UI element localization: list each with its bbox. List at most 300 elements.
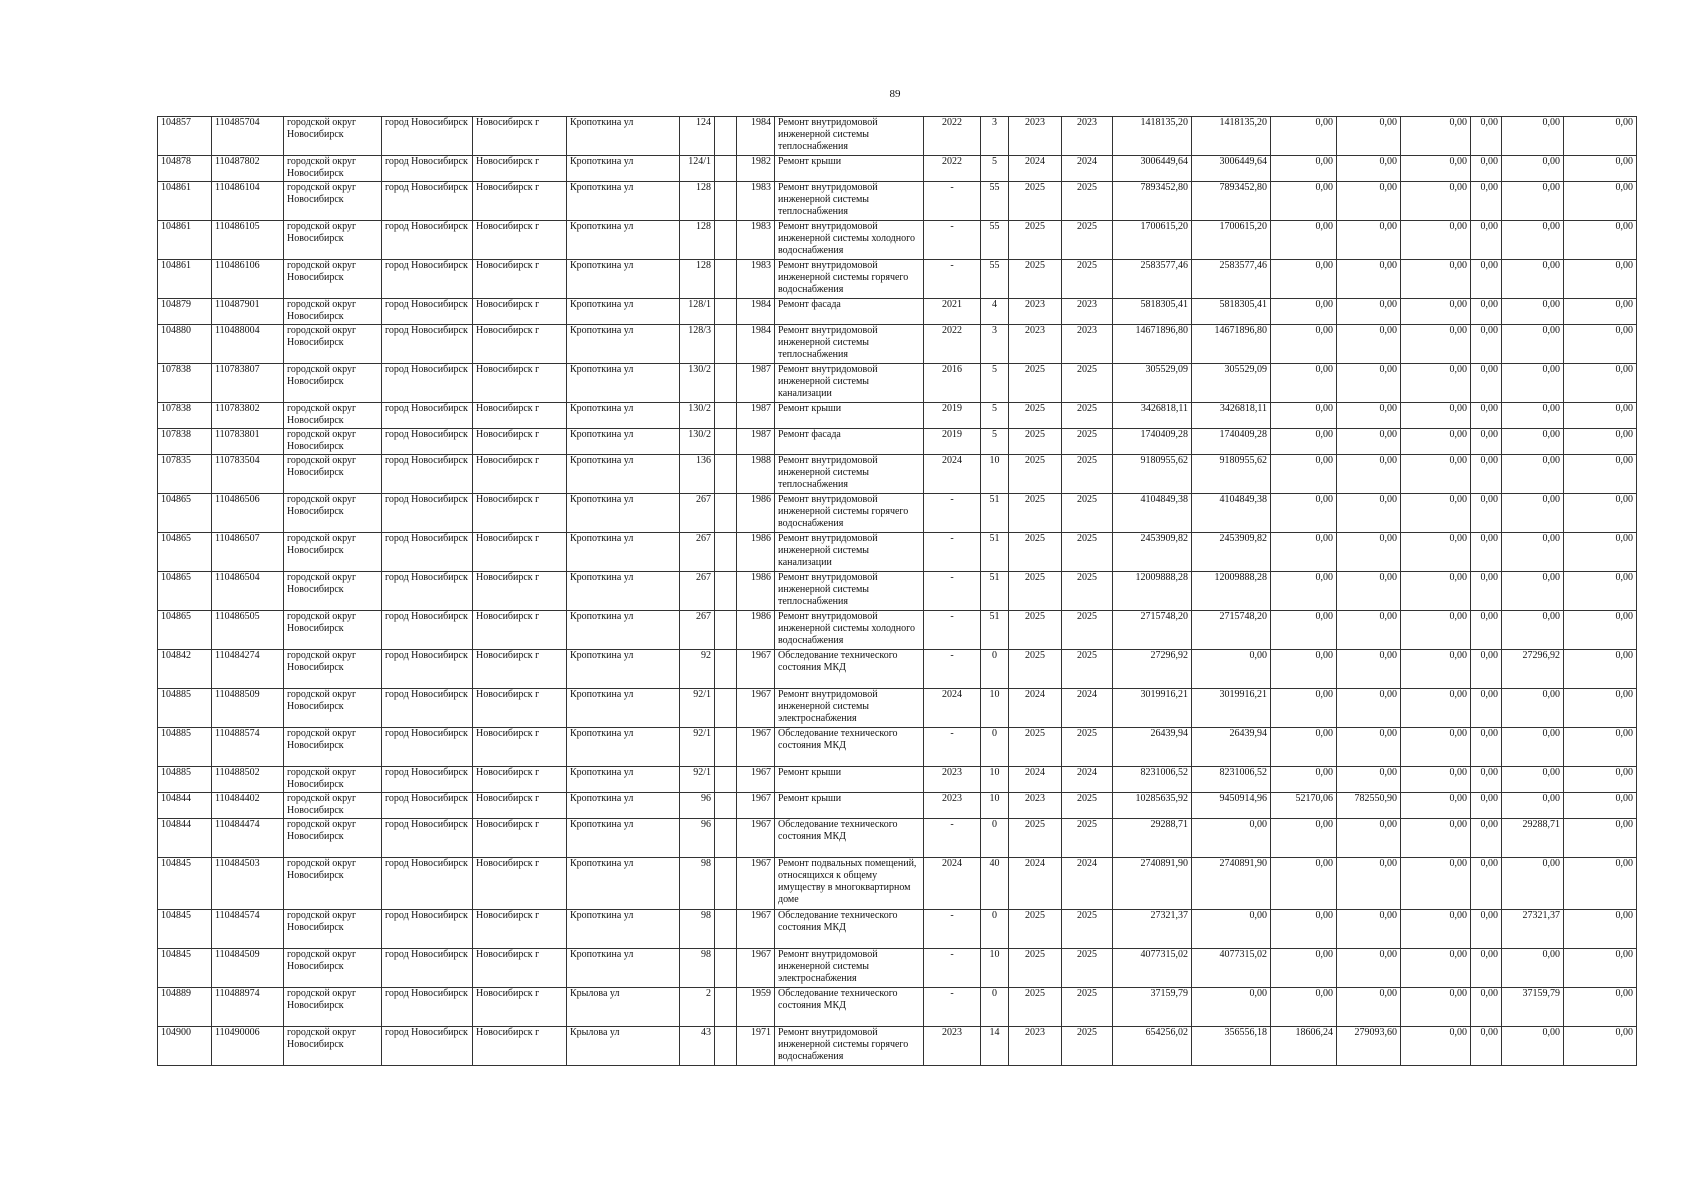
cell-street: Кропоткина ул — [567, 429, 680, 455]
cell-work-type: Ремонт внутридомовой инженерной системы теплоснабжения — [775, 455, 924, 494]
cell-total-cost: 37159,79 — [1113, 988, 1192, 1027]
cell-wear-percent: 10 — [981, 455, 1009, 494]
cell-budget-cost: 0,00 — [1337, 364, 1401, 403]
cell-plan-year-start: 2023 — [1009, 117, 1062, 156]
cell-street: Кропоткина ул — [567, 364, 680, 403]
cell-reserve-cost: 0,00 — [1564, 364, 1637, 403]
cell-last-repair-year: - — [924, 910, 981, 949]
cell-house-number: 2 — [680, 988, 715, 1027]
cell-wear-percent: 51 — [981, 533, 1009, 572]
cell-work-id: 110783801 — [212, 429, 284, 455]
cell-locality: Новосибирск г — [473, 819, 567, 858]
cell-last-repair-year: 2021 — [924, 299, 981, 325]
cell-settlement: город Новосибирск — [382, 819, 473, 858]
cell-building-letter — [715, 494, 737, 533]
cell-house-id: 104861 — [158, 260, 212, 299]
cell-owners-cost: 0,00 — [1271, 455, 1337, 494]
cell-plan-year-start: 2025 — [1009, 650, 1062, 689]
cell-municipal-district: городской округ Новосибирск — [284, 819, 382, 858]
cell-house-number: 128/1 — [680, 299, 715, 325]
cell-municipal-district: городской округ Новосибирск — [284, 988, 382, 1027]
cell-wear-percent: 0 — [981, 728, 1009, 767]
cell-last-repair-year: - — [924, 221, 981, 260]
cell-wear-percent: 4 — [981, 299, 1009, 325]
cell-last-repair-year: - — [924, 988, 981, 1027]
cell-fund-cost: 1700615,20 — [1192, 221, 1271, 260]
cell-last-repair-year: 2022 — [924, 156, 981, 182]
cell-year-built: 1987 — [737, 364, 775, 403]
cell-plan-year-start: 2023 — [1009, 299, 1062, 325]
cell-work-id: 110484402 — [212, 793, 284, 819]
cell-total-cost: 9180955,62 — [1113, 455, 1192, 494]
cell-local-budget-cost: 0,00 — [1401, 988, 1471, 1027]
cell-year-built: 1986 — [737, 611, 775, 650]
cell-work-id: 110484509 — [212, 949, 284, 988]
cell-fund-cost: 356556,18 — [1192, 1027, 1271, 1066]
cell-reserve-cost: 0,00 — [1564, 455, 1637, 494]
cell-total-cost: 29288,71 — [1113, 819, 1192, 858]
cell-house-number: 130/2 — [680, 429, 715, 455]
cell-work-id: 110490006 — [212, 1027, 284, 1066]
table-row — [158, 533, 1637, 572]
cell-survey-cost: 27296,92 — [1502, 650, 1564, 689]
cell-owners-cost: 0,00 — [1271, 728, 1337, 767]
cell-total-cost: 1700615,20 — [1113, 221, 1192, 260]
cell-survey-cost: 0,00 — [1502, 572, 1564, 611]
table-row — [158, 611, 1637, 650]
cell-house-id: 107838 — [158, 364, 212, 403]
cell-fund-cost: 3019916,21 — [1192, 689, 1271, 728]
cell-other-cost: 0,00 — [1471, 533, 1502, 572]
cell-other-cost: 0,00 — [1471, 858, 1502, 910]
cell-survey-cost: 0,00 — [1502, 689, 1564, 728]
cell-municipal-district: городской округ Новосибирск — [284, 689, 382, 728]
cell-building-letter — [715, 260, 737, 299]
cell-work-type: Обследование технического состояния МКД — [775, 728, 924, 767]
cell-budget-cost: 0,00 — [1337, 910, 1401, 949]
cell-work-type: Ремонт внутридомовой инженерной системы горячего водоснабжения — [775, 494, 924, 533]
cell-other-cost: 0,00 — [1471, 1027, 1502, 1066]
cell-other-cost: 0,00 — [1471, 455, 1502, 494]
cell-local-budget-cost: 0,00 — [1401, 455, 1471, 494]
cell-fund-cost: 7893452,80 — [1192, 182, 1271, 221]
cell-last-repair-year: 2023 — [924, 767, 981, 793]
cell-local-budget-cost: 0,00 — [1401, 611, 1471, 650]
cell-building-letter — [715, 728, 737, 767]
cell-local-budget-cost: 0,00 — [1401, 403, 1471, 429]
cell-building-letter — [715, 364, 737, 403]
cell-owners-cost: 0,00 — [1271, 429, 1337, 455]
table-row — [158, 429, 1637, 455]
cell-building-letter — [715, 403, 737, 429]
cell-other-cost: 0,00 — [1471, 572, 1502, 611]
cell-municipal-district: городской округ Новосибирск — [284, 260, 382, 299]
cell-house-number: 124/1 — [680, 156, 715, 182]
cell-plan-year-end: 2025 — [1062, 910, 1113, 949]
cell-building-letter — [715, 325, 737, 364]
cell-plan-year-end: 2024 — [1062, 689, 1113, 728]
cell-house-id: 104885 — [158, 728, 212, 767]
cell-house-number: 267 — [680, 533, 715, 572]
cell-owners-cost: 0,00 — [1271, 767, 1337, 793]
cell-other-cost: 0,00 — [1471, 910, 1502, 949]
cell-other-cost: 0,00 — [1471, 429, 1502, 455]
table-row — [158, 182, 1637, 221]
cell-local-budget-cost: 0,00 — [1401, 299, 1471, 325]
cell-year-built: 1986 — [737, 572, 775, 611]
cell-year-built: 1984 — [737, 325, 775, 364]
cell-reserve-cost: 0,00 — [1564, 910, 1637, 949]
cell-last-repair-year: 2022 — [924, 325, 981, 364]
cell-municipal-district: городской округ Новосибирск — [284, 429, 382, 455]
cell-house-number: 124 — [680, 117, 715, 156]
cell-fund-cost: 14671896,80 — [1192, 325, 1271, 364]
cell-other-cost: 0,00 — [1471, 325, 1502, 364]
cell-last-repair-year: - — [924, 949, 981, 988]
cell-reserve-cost: 0,00 — [1564, 793, 1637, 819]
cell-settlement: город Новосибирск — [382, 403, 473, 429]
cell-municipal-district: городской округ Новосибирск — [284, 572, 382, 611]
cell-settlement: город Новосибирск — [382, 221, 473, 260]
cell-settlement: город Новосибирск — [382, 533, 473, 572]
cell-work-type: Ремонт фасада — [775, 429, 924, 455]
cell-locality: Новосибирск г — [473, 949, 567, 988]
cell-work-type: Ремонт крыши — [775, 767, 924, 793]
cell-house-number: 92/1 — [680, 689, 715, 728]
cell-reserve-cost: 0,00 — [1564, 949, 1637, 988]
cell-house-id: 104861 — [158, 221, 212, 260]
cell-locality: Новосибирск г — [473, 455, 567, 494]
cell-local-budget-cost: 0,00 — [1401, 819, 1471, 858]
cell-budget-cost: 279093,60 — [1337, 1027, 1401, 1066]
cell-work-id: 110485704 — [212, 117, 284, 156]
cell-fund-cost: 0,00 — [1192, 650, 1271, 689]
cell-other-cost: 0,00 — [1471, 988, 1502, 1027]
cell-total-cost: 3006449,64 — [1113, 156, 1192, 182]
cell-work-id: 110486505 — [212, 611, 284, 650]
cell-plan-year-start: 2025 — [1009, 429, 1062, 455]
cell-work-type: Обследование технического состояния МКД — [775, 988, 924, 1027]
cell-owners-cost: 0,00 — [1271, 533, 1337, 572]
cell-reserve-cost: 0,00 — [1564, 299, 1637, 325]
cell-wear-percent: 10 — [981, 793, 1009, 819]
cell-local-budget-cost: 0,00 — [1401, 325, 1471, 364]
cell-last-repair-year: 2024 — [924, 455, 981, 494]
cell-last-repair-year: 2023 — [924, 793, 981, 819]
cell-wear-percent: 10 — [981, 767, 1009, 793]
cell-plan-year-end: 2023 — [1062, 325, 1113, 364]
cell-locality: Новосибирск г — [473, 260, 567, 299]
cell-last-repair-year: - — [924, 650, 981, 689]
cell-year-built: 1984 — [737, 299, 775, 325]
cell-locality: Новосибирск г — [473, 117, 567, 156]
cell-total-cost: 27296,92 — [1113, 650, 1192, 689]
cell-survey-cost: 27321,37 — [1502, 910, 1564, 949]
cell-plan-year-end: 2025 — [1062, 533, 1113, 572]
cell-year-built: 1987 — [737, 403, 775, 429]
cell-plan-year-end: 2025 — [1062, 611, 1113, 650]
cell-owners-cost: 0,00 — [1271, 156, 1337, 182]
table-row — [158, 572, 1637, 611]
cell-budget-cost: 0,00 — [1337, 949, 1401, 988]
cell-budget-cost: 0,00 — [1337, 819, 1401, 858]
cell-reserve-cost: 0,00 — [1564, 689, 1637, 728]
cell-reserve-cost: 0,00 — [1564, 494, 1637, 533]
cell-owners-cost: 0,00 — [1271, 117, 1337, 156]
cell-wear-percent: 3 — [981, 325, 1009, 364]
cell-house-number: 98 — [680, 910, 715, 949]
cell-reserve-cost: 0,00 — [1564, 156, 1637, 182]
cell-total-cost: 10285635,92 — [1113, 793, 1192, 819]
cell-wear-percent: 5 — [981, 364, 1009, 403]
cell-work-id: 110783802 — [212, 403, 284, 429]
table-row — [158, 325, 1637, 364]
cell-municipal-district: городской округ Новосибирск — [284, 455, 382, 494]
cell-last-repair-year: 2023 — [924, 1027, 981, 1066]
cell-other-cost: 0,00 — [1471, 949, 1502, 988]
cell-owners-cost: 0,00 — [1271, 494, 1337, 533]
cell-locality: Новосибирск г — [473, 533, 567, 572]
cell-reserve-cost: 0,00 — [1564, 650, 1637, 689]
cell-settlement: город Новосибирск — [382, 611, 473, 650]
cell-street: Кропоткина ул — [567, 182, 680, 221]
cell-year-built: 1967 — [737, 910, 775, 949]
cell-municipal-district: городской округ Новосибирск — [284, 325, 382, 364]
cell-house-id: 104844 — [158, 819, 212, 858]
cell-building-letter — [715, 650, 737, 689]
cell-building-letter — [715, 572, 737, 611]
table-row — [158, 455, 1637, 494]
cell-locality: Новосибирск г — [473, 858, 567, 910]
cell-settlement: город Новосибирск — [382, 325, 473, 364]
cell-year-built: 1987 — [737, 429, 775, 455]
cell-plan-year-start: 2024 — [1009, 858, 1062, 910]
cell-reserve-cost: 0,00 — [1564, 221, 1637, 260]
cell-total-cost: 7893452,80 — [1113, 182, 1192, 221]
table-row — [158, 819, 1637, 858]
cell-locality: Новосибирск г — [473, 364, 567, 403]
cell-fund-cost: 1740409,28 — [1192, 429, 1271, 455]
cell-fund-cost: 8231006,52 — [1192, 767, 1271, 793]
cell-other-cost: 0,00 — [1471, 611, 1502, 650]
cell-reserve-cost: 0,00 — [1564, 260, 1637, 299]
cell-street: Кропоткина ул — [567, 611, 680, 650]
cell-work-type: Ремонт внутридомовой инженерной системы теплоснабжения — [775, 117, 924, 156]
cell-municipal-district: городской округ Новосибирск — [284, 221, 382, 260]
cell-settlement: город Новосибирск — [382, 429, 473, 455]
cell-settlement: город Новосибирск — [382, 858, 473, 910]
cell-work-id: 110487802 — [212, 156, 284, 182]
cell-budget-cost: 0,00 — [1337, 767, 1401, 793]
cell-year-built: 1967 — [737, 858, 775, 910]
cell-plan-year-start: 2025 — [1009, 728, 1062, 767]
cell-other-cost: 0,00 — [1471, 767, 1502, 793]
cell-total-cost: 2583577,46 — [1113, 260, 1192, 299]
cell-budget-cost: 0,00 — [1337, 429, 1401, 455]
cell-work-id: 110488574 — [212, 728, 284, 767]
cell-work-type: Обследование технического состояния МКД — [775, 910, 924, 949]
cell-municipal-district: городской округ Новосибирск — [284, 533, 382, 572]
cell-plan-year-end: 2025 — [1062, 260, 1113, 299]
cell-house-id: 104900 — [158, 1027, 212, 1066]
cell-total-cost: 1418135,20 — [1113, 117, 1192, 156]
cell-other-cost: 0,00 — [1471, 299, 1502, 325]
cell-survey-cost: 0,00 — [1502, 858, 1564, 910]
cell-reserve-cost: 0,00 — [1564, 533, 1637, 572]
cell-locality: Новосибирск г — [473, 689, 567, 728]
cell-survey-cost: 0,00 — [1502, 728, 1564, 767]
cell-owners-cost: 0,00 — [1271, 182, 1337, 221]
cell-settlement: город Новосибирск — [382, 572, 473, 611]
cell-local-budget-cost: 0,00 — [1401, 117, 1471, 156]
cell-house-number: 128 — [680, 260, 715, 299]
cell-fund-cost: 1418135,20 — [1192, 117, 1271, 156]
cell-work-type: Ремонт крыши — [775, 403, 924, 429]
cell-street: Кропоткина ул — [567, 767, 680, 793]
cell-other-cost: 0,00 — [1471, 819, 1502, 858]
cell-owners-cost: 18606,24 — [1271, 1027, 1337, 1066]
cell-total-cost: 4104849,38 — [1113, 494, 1192, 533]
cell-local-budget-cost: 0,00 — [1401, 221, 1471, 260]
cell-building-letter — [715, 533, 737, 572]
cell-last-repair-year: - — [924, 572, 981, 611]
cell-budget-cost: 782550,90 — [1337, 793, 1401, 819]
cell-total-cost: 14671896,80 — [1113, 325, 1192, 364]
cell-survey-cost: 0,00 — [1502, 325, 1564, 364]
cell-settlement: город Новосибирск — [382, 182, 473, 221]
cell-year-built: 1967 — [737, 793, 775, 819]
table-row — [158, 793, 1637, 819]
cell-budget-cost: 0,00 — [1337, 533, 1401, 572]
cell-municipal-district: городской округ Новосибирск — [284, 299, 382, 325]
cell-street: Крылова ул — [567, 988, 680, 1027]
cell-wear-percent: 5 — [981, 403, 1009, 429]
cell-street: Кропоткина ул — [567, 689, 680, 728]
cell-plan-year-end: 2024 — [1062, 156, 1113, 182]
cell-local-budget-cost: 0,00 — [1401, 689, 1471, 728]
cell-house-id: 104842 — [158, 650, 212, 689]
cell-plan-year-start: 2025 — [1009, 364, 1062, 403]
cell-house-id: 104844 — [158, 793, 212, 819]
cell-work-id: 110486104 — [212, 182, 284, 221]
cell-work-type: Ремонт внутридомовой инженерной системы теплоснабжения — [775, 182, 924, 221]
cell-settlement: город Новосибирск — [382, 689, 473, 728]
cell-budget-cost: 0,00 — [1337, 156, 1401, 182]
cell-owners-cost: 0,00 — [1271, 611, 1337, 650]
cell-municipal-district: городской округ Новосибирск — [284, 403, 382, 429]
cell-municipal-district: городской округ Новосибирск — [284, 611, 382, 650]
cell-last-repair-year: - — [924, 533, 981, 572]
table-row — [158, 1027, 1637, 1066]
cell-municipal-district: городской округ Новосибирск — [284, 767, 382, 793]
cell-last-repair-year: 2024 — [924, 689, 981, 728]
cell-survey-cost: 0,00 — [1502, 455, 1564, 494]
cell-work-type: Ремонт внутридомовой инженерной системы канализации — [775, 364, 924, 403]
cell-fund-cost: 3426818,11 — [1192, 403, 1271, 429]
cell-building-letter — [715, 910, 737, 949]
cell-year-built: 1959 — [737, 988, 775, 1027]
cell-plan-year-end: 2025 — [1062, 650, 1113, 689]
cell-house-id: 104845 — [158, 949, 212, 988]
cell-total-cost: 305529,09 — [1113, 364, 1192, 403]
cell-reserve-cost: 0,00 — [1564, 819, 1637, 858]
cell-settlement: город Новосибирск — [382, 117, 473, 156]
cell-total-cost: 2715748,20 — [1113, 611, 1192, 650]
cell-local-budget-cost: 0,00 — [1401, 910, 1471, 949]
cell-budget-cost: 0,00 — [1337, 858, 1401, 910]
cell-house-id: 104885 — [158, 689, 212, 728]
cell-local-budget-cost: 0,00 — [1401, 429, 1471, 455]
cell-wear-percent: 10 — [981, 689, 1009, 728]
cell-building-letter — [715, 156, 737, 182]
cell-reserve-cost: 0,00 — [1564, 611, 1637, 650]
cell-plan-year-end: 2025 — [1062, 221, 1113, 260]
cell-wear-percent: 55 — [981, 221, 1009, 260]
cell-house-number: 128/3 — [680, 325, 715, 364]
cell-work-type: Ремонт подвальных помещений, относящихся к общему имуществу в многоквартирном доме — [775, 858, 924, 910]
cell-building-letter — [715, 793, 737, 819]
cell-total-cost: 1740409,28 — [1113, 429, 1192, 455]
cell-building-letter — [715, 221, 737, 260]
cell-year-built: 1967 — [737, 949, 775, 988]
cell-other-cost: 0,00 — [1471, 182, 1502, 221]
cell-owners-cost: 0,00 — [1271, 572, 1337, 611]
cell-house-id: 104885 — [158, 767, 212, 793]
cell-year-built: 1986 — [737, 494, 775, 533]
cell-building-letter — [715, 949, 737, 988]
cell-building-letter — [715, 689, 737, 728]
cell-wear-percent: 5 — [981, 429, 1009, 455]
cell-local-budget-cost: 0,00 — [1401, 260, 1471, 299]
cell-survey-cost: 0,00 — [1502, 429, 1564, 455]
cell-house-id: 104857 — [158, 117, 212, 156]
cell-survey-cost: 0,00 — [1502, 494, 1564, 533]
cell-survey-cost: 0,00 — [1502, 793, 1564, 819]
cell-work-id: 110488502 — [212, 767, 284, 793]
cell-work-type: Ремонт внутридомовой инженерной системы холодного водоснабжения — [775, 611, 924, 650]
cell-reserve-cost: 0,00 — [1564, 325, 1637, 364]
cell-plan-year-end: 2025 — [1062, 949, 1113, 988]
cell-work-id: 110484474 — [212, 819, 284, 858]
cell-survey-cost: 0,00 — [1502, 299, 1564, 325]
cell-owners-cost: 0,00 — [1271, 819, 1337, 858]
cell-other-cost: 0,00 — [1471, 221, 1502, 260]
cell-house-id: 104880 — [158, 325, 212, 364]
table-row — [158, 650, 1637, 689]
cell-fund-cost: 12009888,28 — [1192, 572, 1271, 611]
cell-locality: Новосибирск г — [473, 728, 567, 767]
cell-local-budget-cost: 0,00 — [1401, 858, 1471, 910]
table-row — [158, 221, 1637, 260]
cell-settlement: город Новосибирск — [382, 260, 473, 299]
cell-house-id: 104865 — [158, 611, 212, 650]
cell-year-built: 1967 — [737, 728, 775, 767]
table-row — [158, 689, 1637, 728]
cell-plan-year-start: 2025 — [1009, 455, 1062, 494]
cell-municipal-district: городской округ Новосибирск — [284, 728, 382, 767]
cell-municipal-district: городской округ Новосибирск — [284, 858, 382, 910]
cell-budget-cost: 0,00 — [1337, 182, 1401, 221]
cell-locality: Новосибирск г — [473, 403, 567, 429]
cell-total-cost: 26439,94 — [1113, 728, 1192, 767]
cell-survey-cost: 0,00 — [1502, 1027, 1564, 1066]
cell-local-budget-cost: 0,00 — [1401, 572, 1471, 611]
cell-total-cost: 5818305,41 — [1113, 299, 1192, 325]
cell-wear-percent: 55 — [981, 260, 1009, 299]
cell-street: Кропоткина ул — [567, 910, 680, 949]
cell-survey-cost: 0,00 — [1502, 117, 1564, 156]
cell-work-id: 110488004 — [212, 325, 284, 364]
